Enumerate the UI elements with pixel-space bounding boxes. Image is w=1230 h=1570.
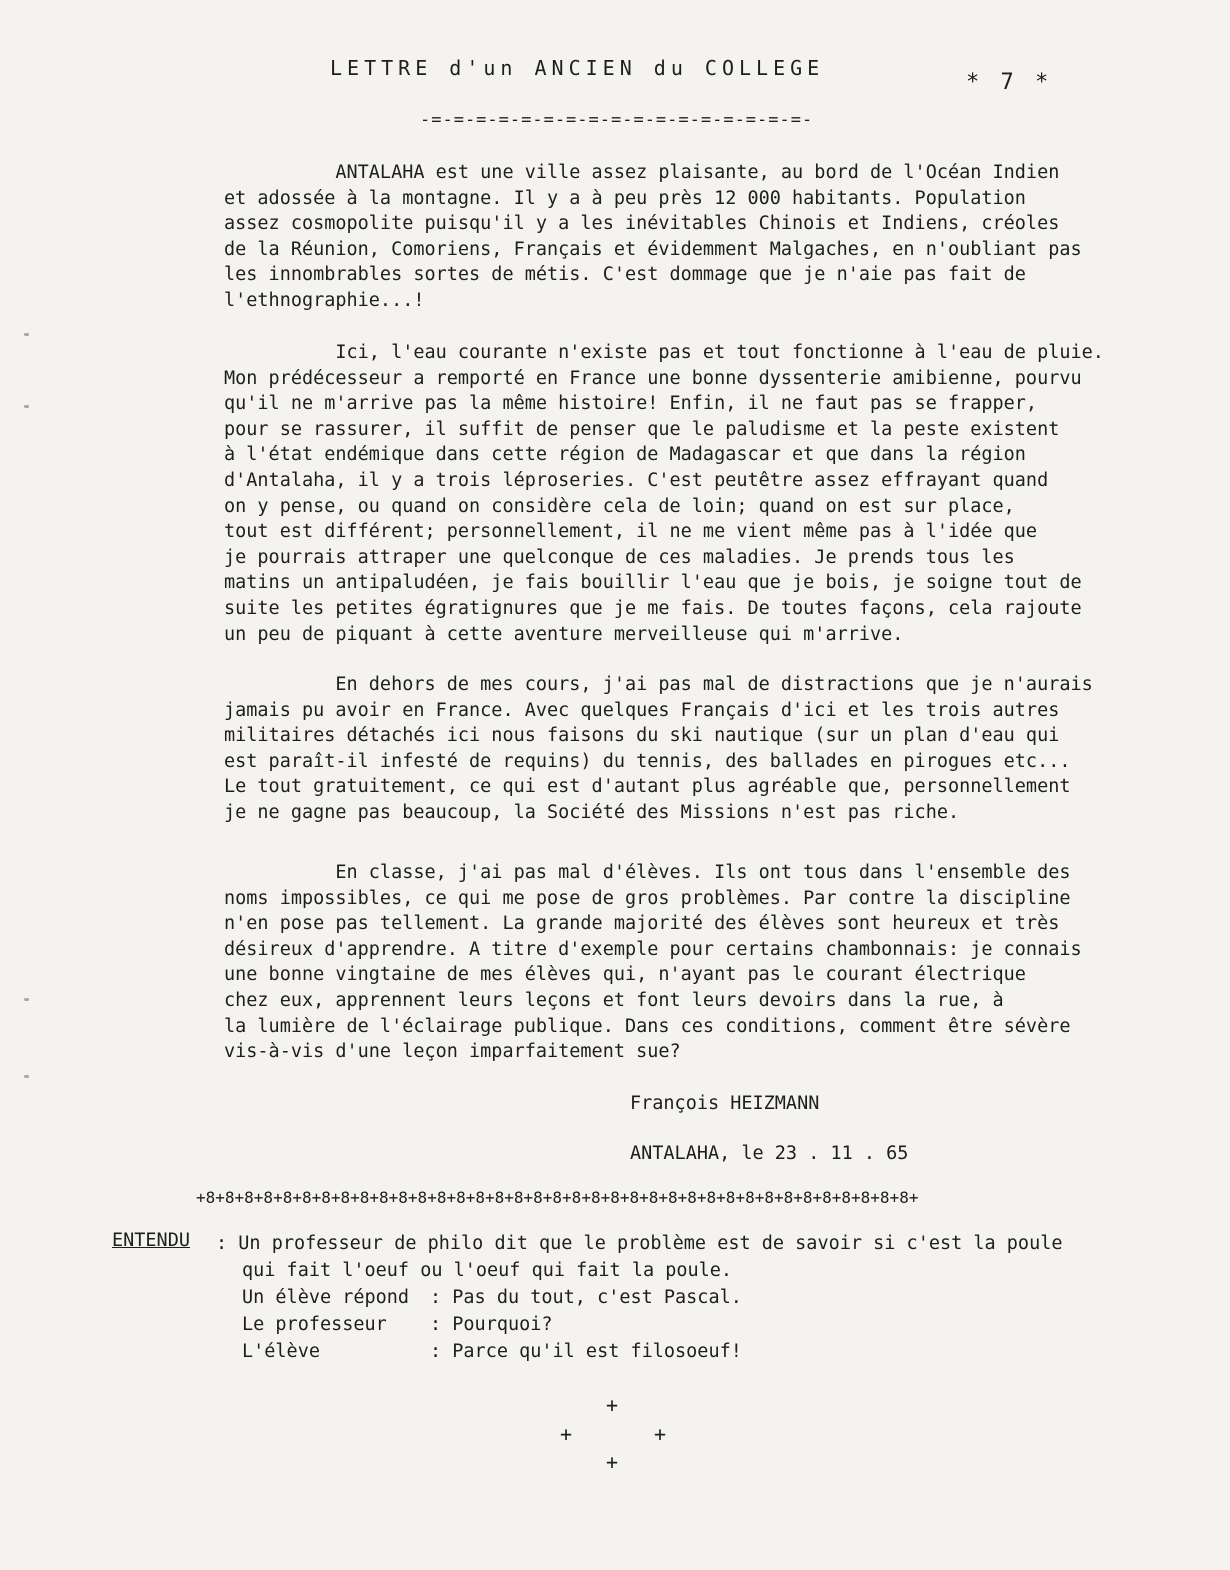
letter-paragraph-1 — [224, 160, 1144, 314]
entendu-section — [216, 1230, 1063, 1365]
dialogue-text: : Pas du tout, c'est Pascal. — [430, 1287, 742, 1308]
text-line: de la Réunion, Comoriens, Français et évidemment Malgaches, en n'oubliant pas — [224, 238, 1082, 260]
signature-place-date: ANTALAHA, le 23 . 11 . 65 — [630, 1143, 909, 1164]
text-line: jamais pu avoir en France. Avec quelques Français d'ici et les trois autres — [224, 699, 1060, 721]
letter-paragraph-4 — [224, 860, 1144, 1065]
dialogue-text: : Pourquoi? — [430, 1314, 553, 1335]
dialogue-speaker: Un élève répond — [242, 1287, 410, 1308]
binding-hole-mark — [24, 1075, 29, 1078]
binding-hole-mark — [24, 998, 29, 1001]
ornament-plus: + — [560, 1422, 573, 1446]
text-line: Ici, l'eau courante n'existe pas et tout fonctionne à l'eau de pluie. — [224, 342, 1104, 363]
dialogue-line — [216, 1311, 553, 1338]
text-line: assez cosmopolite puisqu'il y a les inévitables Chinois et Indiens, créoles — [224, 213, 1060, 235]
binding-hole-mark — [24, 405, 29, 408]
section-separator: +8+8+8+8+8+8+8+8+8+8+8+8+8+8+8+8+8+8+8+8+8+8+8+8+8+8+8+8+8+8+8+8+8+8+8+8+8+ — [196, 1188, 919, 1207]
title-underline-rule: -=-=-=-=-=-=-=-=-=-=-=-=-=-=-=-=-=- — [420, 110, 814, 130]
entendu-label: ENTENDU — [112, 1230, 190, 1251]
letter-paragraph-3 — [224, 672, 1144, 826]
signature-name: François HEIZMANN — [630, 1093, 820, 1114]
text-line: Le tout gratuitement, ce qui est d'autant plus agréable que, personnellement — [224, 776, 1071, 798]
text-line: n'en pose pas tellement. La grande majorité des élèves sont heureux et très — [224, 913, 1060, 935]
page-title: LETTRE d'un ANCIEN du COLLEGE — [330, 56, 825, 80]
entendu-intro-1: : Un professeur de philo dit que le problème est de savoir si c'est la poule — [216, 1233, 1063, 1254]
text-line: désireux d'apprendre. A titre d'exemple pour certains chambonnais: je connais — [224, 938, 1082, 960]
text-line: chez eux, apprennent leurs leçons et font leurs devoirs dans la rue, à — [224, 989, 1004, 1011]
text-line: militaires détachés ici nous faisons du ski nautique (sur un plan d'eau qui — [224, 725, 1060, 747]
text-line: pour se rassurer, il suffit de penser que le paludisme et la peste existent — [224, 418, 1060, 440]
dialogue-speaker: Le professeur — [242, 1314, 387, 1335]
text-line: suite les petites égratignures que je me fais. De toutes façons, cela rajoute — [224, 597, 1082, 619]
text-line: vis-à-vis d'une leçon imparfaitement sue? — [224, 1041, 681, 1063]
text-line: ANTALAHA est une ville assez plaisante, au bord de l'Océan Indien — [224, 162, 1060, 183]
text-line: En dehors de mes cours, j'ai pas mal de distractions que je n'aurais — [224, 674, 1093, 695]
entendu-line — [216, 1230, 1063, 1257]
text-line: je pourrais attraper une quelconque de ces maladies. Je prends tous les — [224, 546, 1015, 568]
text-line: on y pense, ou quand on considère cela de loin; quand on est sur place, — [224, 495, 1015, 517]
text-line: et adossée à la montagne. Il y a à peu près 12 000 habitants. Population — [224, 187, 1026, 209]
dialogue-line — [216, 1284, 742, 1311]
text-line: matins un antipaludéen, je fais bouillir l'eau que je bois, je soigne tout de — [224, 572, 1082, 594]
entendu-line — [216, 1257, 733, 1284]
dialogue-text: : Parce qu'il est filosoeuf! — [430, 1341, 742, 1362]
text-line: En classe, j'ai pas mal d'élèves. Ils ont tous dans l'ensemble des — [224, 862, 1071, 883]
binding-hole-mark — [24, 333, 29, 336]
entendu-intro-2: qui fait l'oeuf ou l'oeuf qui fait la poule. — [242, 1260, 733, 1281]
letter-paragraph-2 — [224, 340, 1144, 647]
text-line: qu'il ne m'arrive pas la même histoire! Enfin, il ne faut pas se frapper, — [224, 393, 1038, 415]
ornament-plus: + — [606, 1450, 619, 1474]
text-line: d'Antalaha, il y a trois léproseries. C'est peutêtre assez effrayant quand — [224, 469, 1049, 491]
text-line: est paraît-il infesté de requins) du tennis, des ballades en pirogues etc... — [224, 750, 1071, 772]
text-line: un peu de piquant à cette aventure merveilleuse qui m'arrive. — [224, 623, 904, 645]
text-line: les innombrables sortes de métis. C'est dommage que je n'aie pas fait de — [224, 264, 1026, 286]
ornament-plus: + — [654, 1422, 667, 1446]
text-line: Mon prédécesseur a remporté en France une bonne dyssenterie amibienne, pourvu — [224, 367, 1082, 389]
dialogue-speaker: L'élève — [242, 1341, 320, 1362]
text-line: la lumière de l'éclairage publique. Dans ces conditions, comment être sévère — [224, 1015, 1071, 1037]
text-line: une bonne vingtaine de mes élèves qui, n'ayant pas le courant électrique — [224, 964, 1026, 986]
text-line: noms impossibles, ce qui me pose de gros problèmes. Par contre la discipline — [224, 887, 1071, 909]
text-line: à l'état endémique dans cette région de Madagascar et que dans la région — [224, 444, 1026, 466]
page-number: * 7 * — [966, 70, 1053, 95]
text-line: je ne gagne pas beaucoup, la Société des Missions n'est pas riche. — [224, 801, 960, 823]
text-line: tout est différent; personnellement, il ne me vient même pas à l'idée que — [224, 521, 1038, 543]
dialogue-line — [216, 1338, 742, 1365]
text-line: l'ethnographie...! — [224, 289, 425, 311]
ornament-plus: + — [606, 1393, 619, 1417]
